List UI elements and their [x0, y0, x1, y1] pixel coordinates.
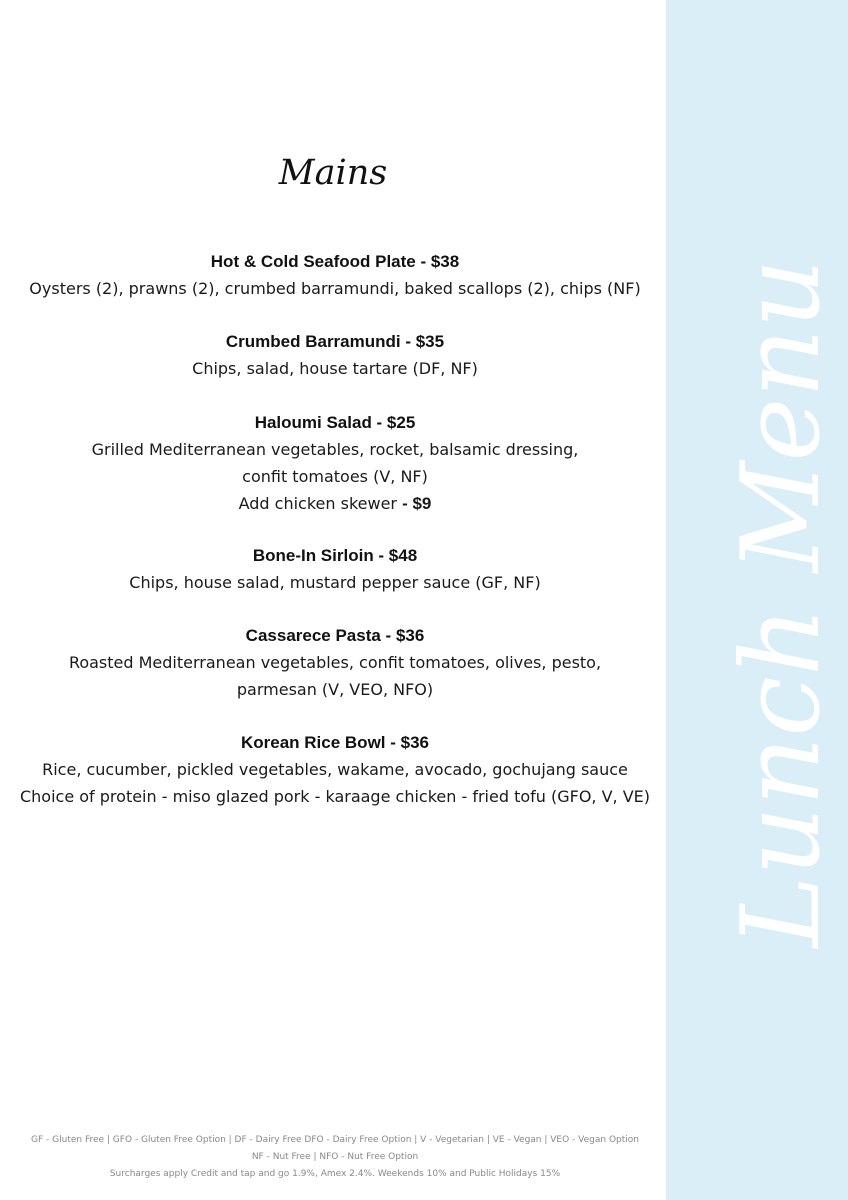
menu-item-rice-bowl	[0, 729, 670, 810]
sidebar-title: Lunch Menu	[719, 258, 844, 948]
menu-item-description: Chips, house salad, mustard pepper sauce (GF, NF)	[129, 573, 541, 592]
footer-nut-key: NF - Nut Free | NFO - Nut Free Option	[251, 1152, 419, 1162]
menu-item-title: Cassarece Pasta - $36	[245, 626, 425, 645]
menu-item-description: Grilled Mediterranean vegetables, rocket, balsamic dressing,	[91, 440, 579, 459]
addon-price: - $9	[402, 494, 432, 513]
menu-item-description: Oysters (2), prawns (2), crumbed barramundi, baked scallops (2), chips (NF)	[29, 279, 641, 298]
menu-item-addon	[0, 490, 670, 517]
section-title: Mains	[278, 153, 388, 193]
menu-item-title: Hot & Cold Seafood Plate - $38	[210, 252, 460, 271]
menu-item-description: Chips, salad, house tartare (DF, NF)	[192, 359, 478, 378]
menu-item-description: confit tomatoes (V, NF)	[242, 467, 428, 486]
menu-item-seafood-plate	[0, 248, 670, 302]
menu-item-description: Choice of protein - miso glazed pork - karaage chicken - fried tofu (GFO, V, VE)	[19, 787, 651, 806]
menu-item-description: Rice, cucumber, pickled vegetables, wakame, avocado, gochujang sauce	[42, 760, 628, 779]
menu-item-title: Korean Rice Bowl - $36	[240, 733, 429, 752]
menu-item-haloumi-salad	[0, 409, 670, 517]
menu-item-title: Crumbed Barramundi - $35	[225, 332, 445, 351]
menu-item-pasta	[0, 622, 670, 703]
menu-item-sirloin	[0, 542, 670, 596]
footer-notes	[0, 1132, 670, 1183]
menu-item-barramundi	[0, 328, 670, 382]
footer-surcharges: Surcharges apply Credit and tap and go 1.9%, Amex 2.4%. Weekends 10% and Public Holidays 15%	[109, 1169, 561, 1179]
menu-item-description: parmesan (V, VEO, NFO)	[236, 680, 434, 699]
footer-dietary-key: GF - Gluten Free | GFO - Gluten Free Option | DF - Dairy Free DFO - Dairy Free Option | V - Vegetarian | VE - Vegan | VEO - Vegan Option	[31, 1135, 639, 1145]
menu-item-title: Haloumi Salad - $25	[254, 413, 416, 432]
addon-label: Add chicken skewer	[238, 494, 397, 513]
menu-item-description: Roasted Mediterranean vegetables, confit tomatoes, olives, pesto,	[68, 653, 602, 672]
menu-item-title: Bone-In Sirloin - $48	[252, 546, 418, 565]
